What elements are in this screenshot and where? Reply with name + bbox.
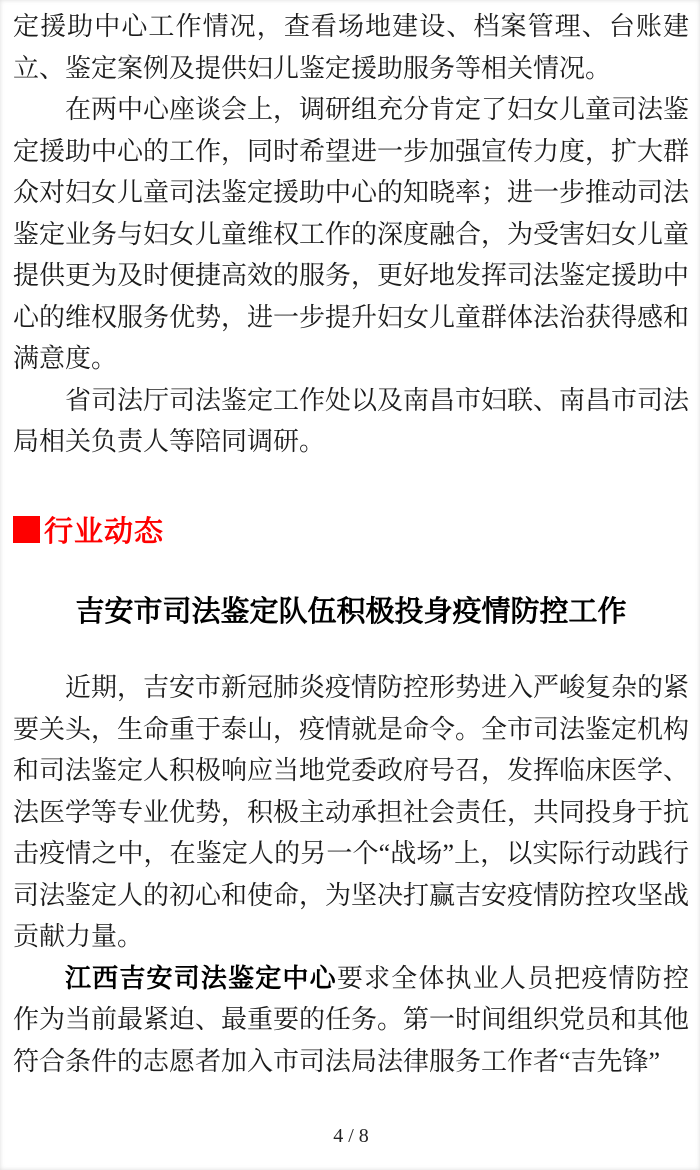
paragraph-article-2-rest: 要求全体执业人员把疫情防控作为当前最紧迫、最重要的任务。第一时间组织党员和其他符合条件的志愿者加入市司法局法律服务工作者“吉先锋” <box>13 963 690 1076</box>
section-header-label: 行业动态 <box>44 515 165 548</box>
page-footer <box>13 1122 689 1150</box>
paragraph-symposium: 在两中心座谈会上，调研组充分肯定了妇女儿童司法鉴定援助中心的工作，同时希望进一步加强宣传力度，扩大群众对妇女儿童司法鉴定援助中心的知晓率；进一步推动司法鉴定业务与妇女儿童维权工作的深度融合，为受害妇女儿童提供更为及时便捷高效的服务，更好地发挥司法鉴定援助中心的维权服务优势，进一步提升妇女儿童群体法治获得感和满意度。 <box>13 95 690 373</box>
page-number: 4 / 8 <box>333 1125 369 1147</box>
red-square-marker-icon <box>13 516 40 543</box>
section-header <box>13 509 689 550</box>
article-title: 吉安市司法鉴定队伍积极投身疫情防控工作 <box>75 595 627 628</box>
paragraph-accompany: 省司法厅司法鉴定工作处以及南昌市妇联、南昌市司法局相关负责人等陪同调研。 <box>13 385 690 456</box>
paragraph-article-2 <box>13 958 689 1083</box>
org-name-bold: 江西吉安司法鉴定中心 <box>65 963 337 993</box>
paragraph-continuation: 定援助中心工作情况，查看场地建设、档案管理、台账建立、鉴定案例及提供妇儿鉴定援助服务等相关情况。 <box>13 12 689 83</box>
paragraph-article-1: 近期，吉安市新冠肺炎疫情防控形势进入严峻复杂的紧要关头，生命重于泰山，疫情就是命令。全市司法鉴定机构和司法鉴定人积极响应当地党委政府号召，发挥临床医学、法医学等专业优势，积极主动承担社会责任，共同投身于抗击疫情之中，在鉴定人的另一个“战场”上，以实际行动践行司法鉴定人的初心和使命，为坚决打赢吉安疫情防控攻坚战贡献力量。 <box>13 673 690 951</box>
